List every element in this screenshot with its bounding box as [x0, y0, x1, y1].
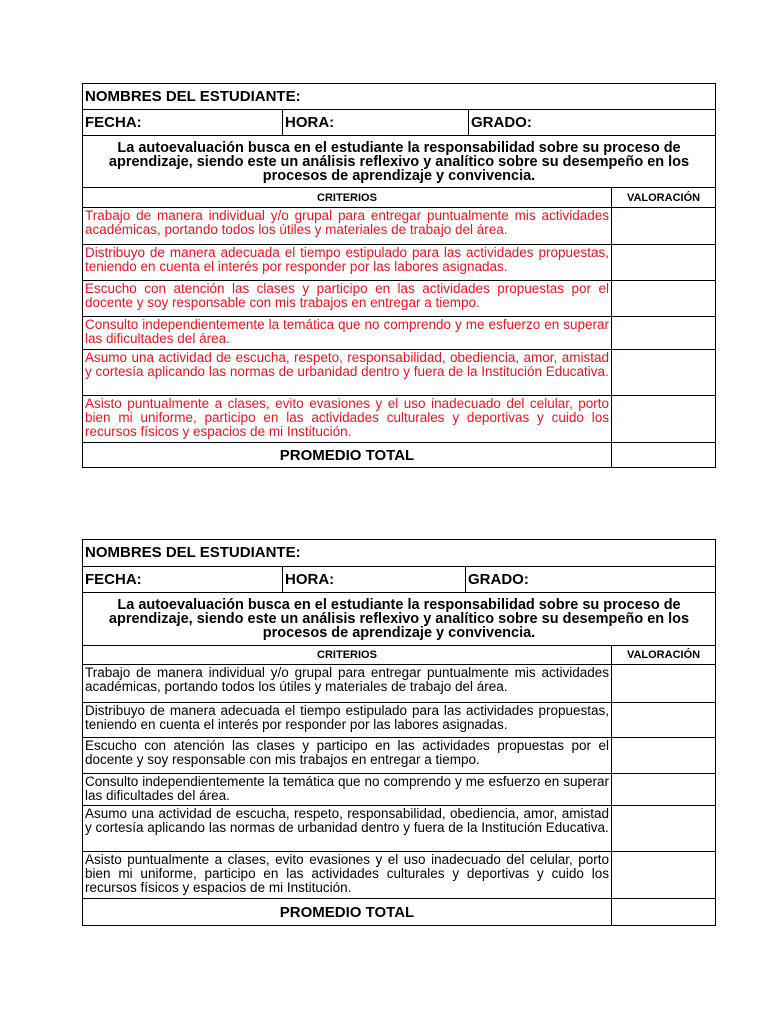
student-name-label: NOMBRES DEL ESTUDIANTE: [85, 544, 301, 561]
total-average-label: PROMEDIO TOTAL [83, 899, 612, 926]
rating-cell[interactable] [612, 703, 716, 738]
criterion-text: Consulto independientemente la temática que no comprendo y me esfuerzo en superar las dificultades del área. [83, 774, 612, 806]
time-field[interactable] [283, 567, 466, 593]
total-average-cell[interactable] [612, 443, 716, 468]
rating-cell[interactable] [612, 738, 716, 774]
criterion-text: Asumo una actividad de escucha, respeto, responsabilidad, obediencia, amor, amistad y cortesía aplicando las normas de urbanidad dentro y fuera de la Institución Educativa. [83, 806, 612, 852]
date-label: FECHA: [85, 570, 142, 588]
date-label: FECHA: [85, 113, 142, 131]
total-average-label: PROMEDIO TOTAL [83, 443, 612, 468]
student-name-field[interactable] [83, 84, 716, 110]
criterion-text: Trabajo de manera individual y/o grupal para entregar puntualmente mis actividades académicas, portando todos los útiles y materiales de trabajo del área. [83, 208, 612, 245]
criterion-text: Distribuyo de manera adecuada el tiempo estipulado para las actividades propuestas, teniendo en cuenta el interés por responder por las labores asignadas. [83, 703, 612, 738]
criterion-text: Asumo una actividad de escucha, respeto, responsabilidad, obediencia, amor, amistad y cortesía aplicando las normas de urbanidad dentro y fuera de la Institución Educativa. [83, 350, 612, 396]
rating-cell[interactable] [612, 245, 716, 281]
grade-field[interactable] [469, 110, 716, 136]
rating-cell[interactable] [612, 774, 716, 806]
date-field[interactable] [83, 110, 283, 136]
criterion-text: Distribuyo de manera adecuada el tiempo estipulado para las actividades propuestas, teniendo en cuenta el interés por responder por las labores asignadas. [83, 245, 612, 281]
rating-cell[interactable] [612, 317, 716, 350]
criterion-text: Trabajo de manera individual y/o grupal para entregar puntualmente mis actividades académicas, portando todos los útiles y materiales de trabajo del área. [83, 665, 612, 703]
rating-cell[interactable] [612, 396, 716, 443]
grade-label: GRADO: [468, 570, 529, 588]
criterion-text: Asisto puntualmente a clases, evito evasiones y el uso inadecuado del celular, porto bien mi uniforme, participo en las actividades culturales y deportivas y cuido los recursos físicos y espacios de mi Institución. [83, 852, 612, 899]
criteria-header: CRITERIOS [83, 646, 612, 665]
time-label: HORA: [285, 570, 335, 588]
rating-header: VALORACIÓN [612, 188, 716, 208]
total-average-cell[interactable] [612, 899, 716, 926]
intro-text: La autoevaluación busca en el estudiante la responsabilidad sobre su proceso de aprendizaje, siendo este un análisis reflexivo y analítico sobre su desempeño en los procesos de aprendizaje y convivencia. [83, 136, 716, 188]
criterion-text: Consulto independientemente la temática que no comprendo y me esfuerzo en superar las dificultades del área. [83, 317, 612, 350]
rating-cell[interactable] [612, 208, 716, 245]
criteria-header: CRITERIOS [83, 188, 612, 208]
rating-cell[interactable] [612, 852, 716, 899]
grade-field[interactable] [466, 567, 716, 593]
rating-cell[interactable] [612, 665, 716, 703]
time-field[interactable] [283, 110, 469, 136]
self-evaluation-form-2 [82, 539, 716, 926]
criterion-text: Escucho con atención las clases y participo en las actividades propuestas por el docente y soy responsable con mis trabajos en entregar a tiempo. [83, 281, 612, 317]
criterion-text: Escucho con atención las clases y participo en las actividades propuestas por el docente y soy responsable con mis trabajos en entregar a tiempo. [83, 738, 612, 774]
rating-cell[interactable] [612, 806, 716, 852]
grade-label: GRADO: [471, 113, 532, 131]
rating-cell[interactable] [612, 350, 716, 396]
time-label: HORA: [285, 113, 335, 131]
self-evaluation-form-1 [82, 83, 716, 468]
intro-text: La autoevaluación busca en el estudiante la responsabilidad sobre su proceso de aprendizaje, siendo este un análisis reflexivo y analítico sobre su desempeño en los procesos de aprendizaje y convivencia. [83, 593, 716, 646]
student-name-field[interactable] [83, 540, 716, 567]
student-name-label: NOMBRES DEL ESTUDIANTE: [85, 87, 301, 105]
date-field[interactable] [83, 567, 283, 593]
criterion-text: Asisto puntualmente a clases, evito evasiones y el uso inadecuado del celular, porto bien mi uniforme, participo en las actividades culturales y deportivas y cuido los recursos físicos y espacios de mi Institución. [83, 396, 612, 443]
rating-cell[interactable] [612, 281, 716, 317]
rating-header: VALORACIÓN [612, 646, 716, 665]
